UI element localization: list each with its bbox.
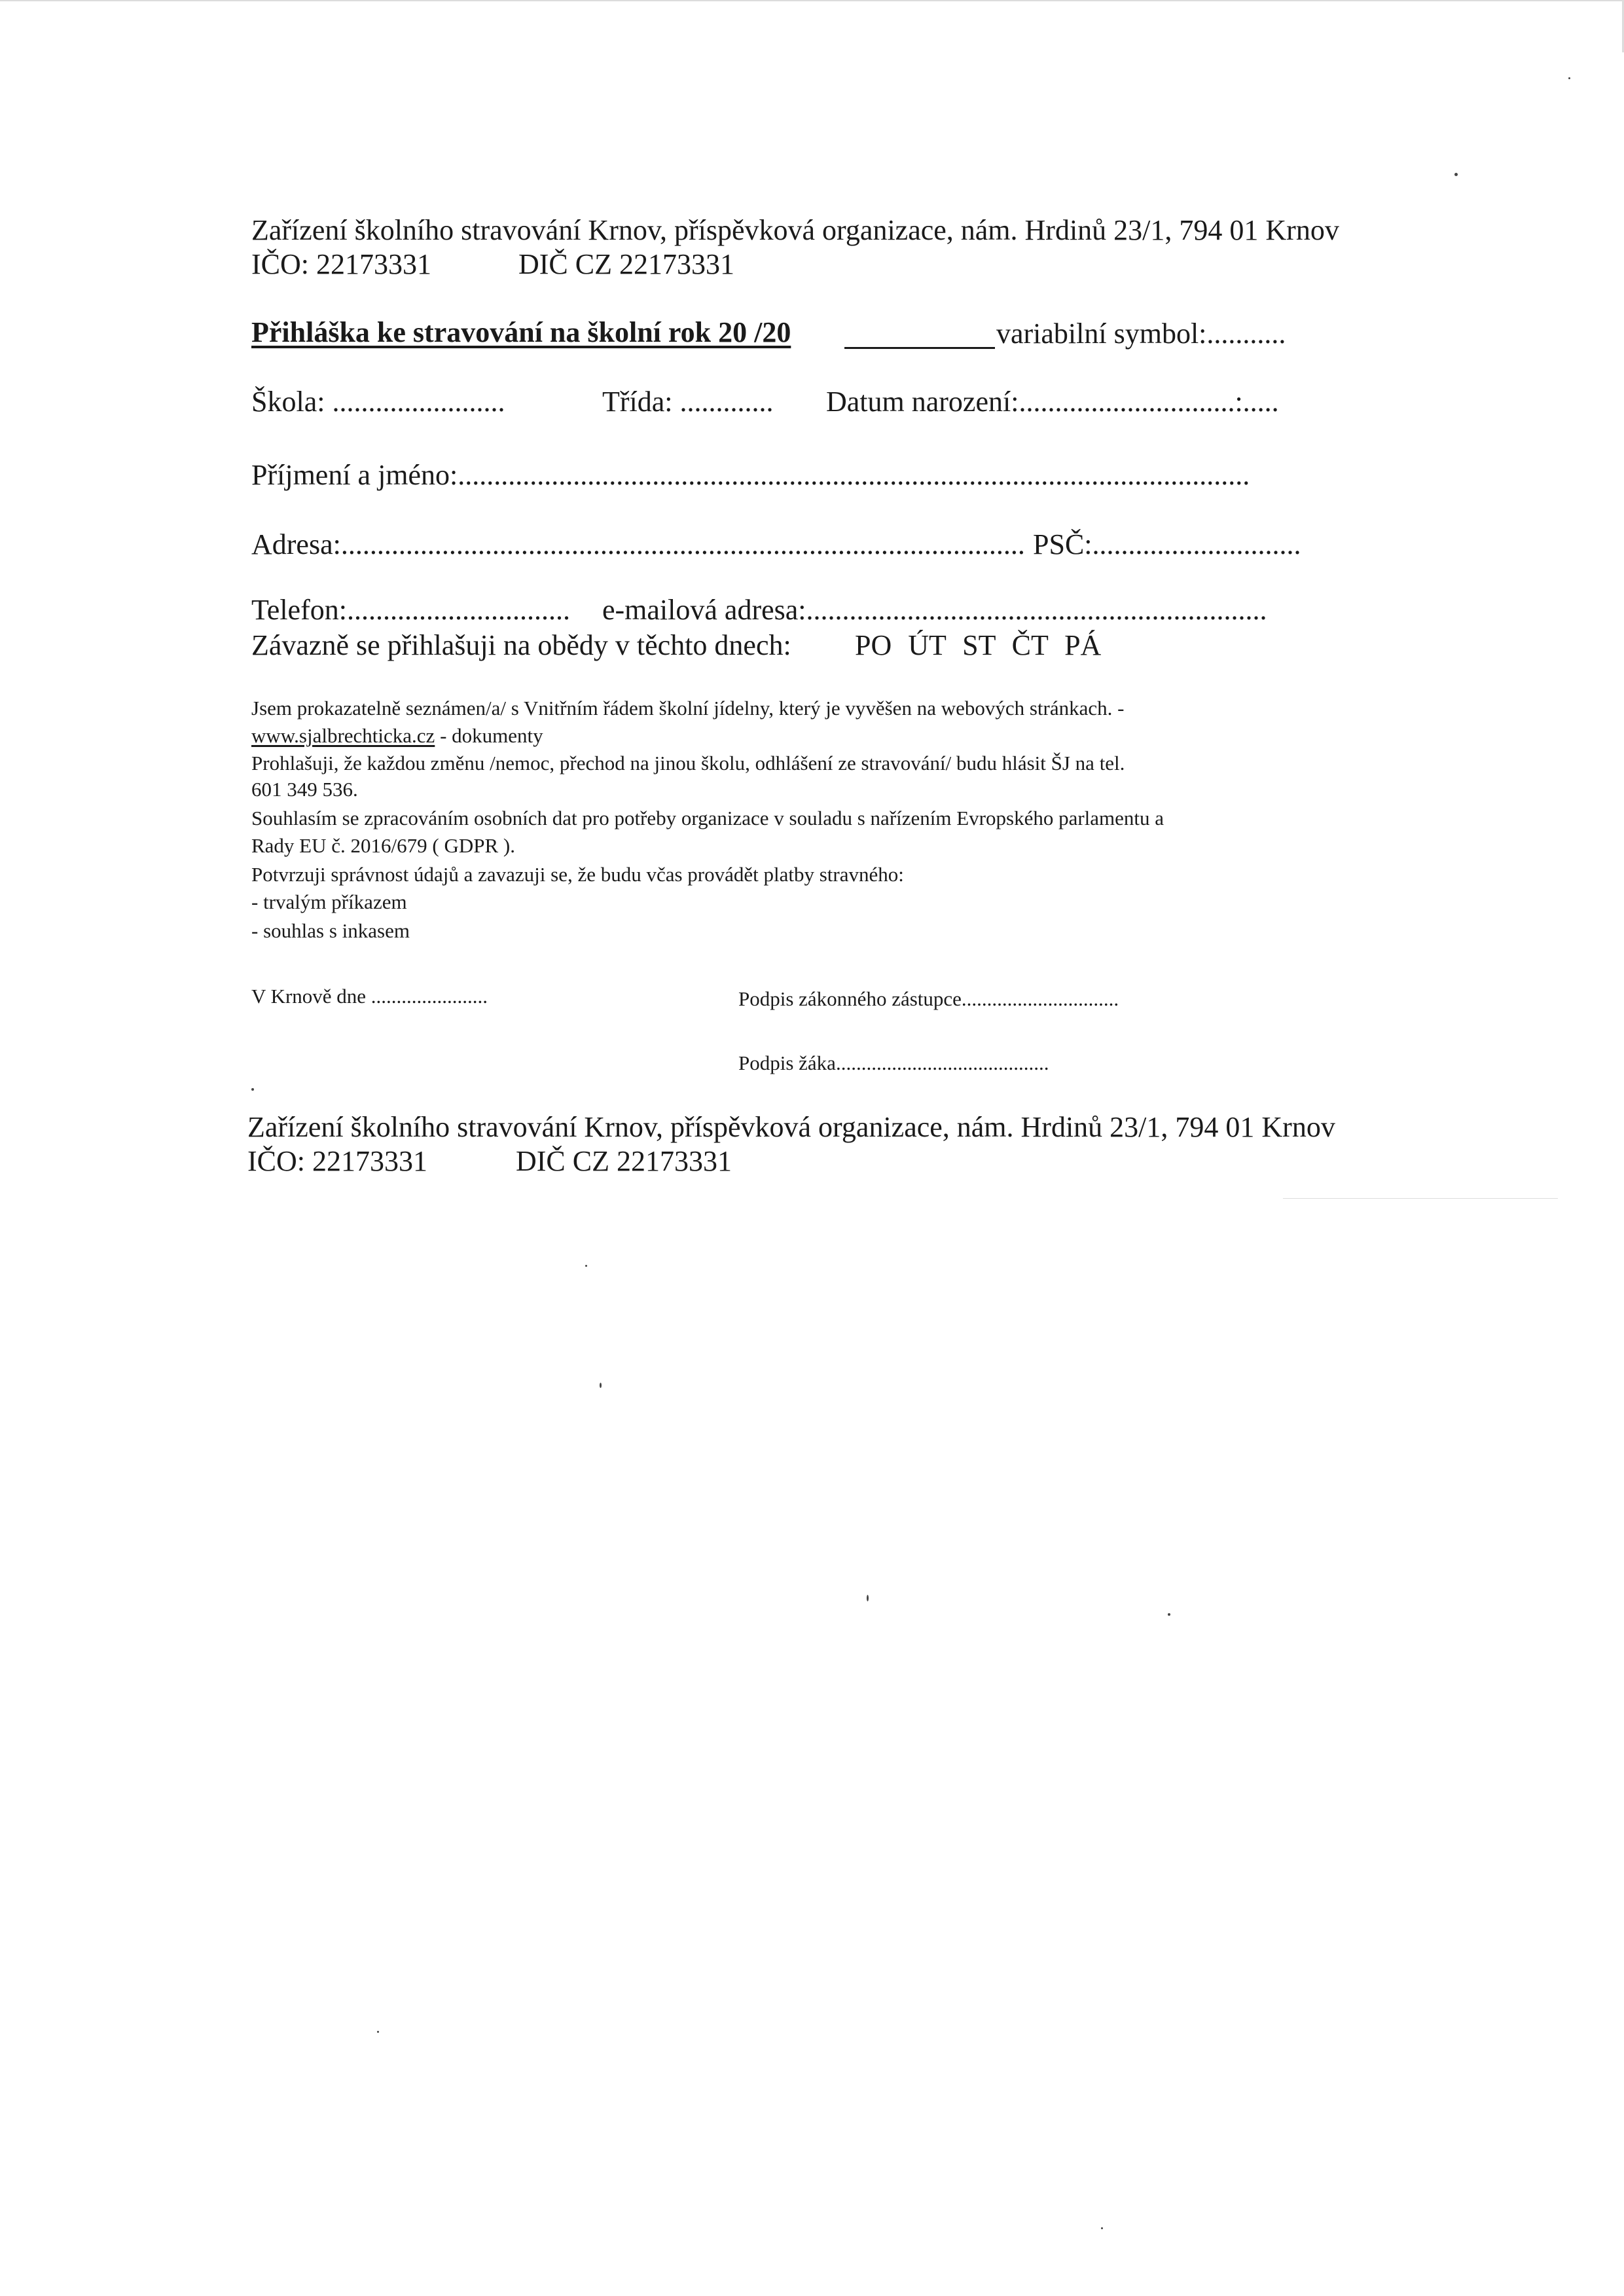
website-link[interactable]: www.sjalbrechticka.cz	[251, 724, 435, 747]
postal-code-field[interactable]: PSČ:.............................	[1033, 528, 1301, 560]
header-dic: DIČ CZ 22173331	[518, 248, 734, 280]
scan-speck	[1454, 173, 1458, 176]
scan-edge-top	[0, 0, 1624, 1]
name-field[interactable]: Příjmení a jméno:..............................................................................................................	[251, 459, 1250, 491]
footer-org-line: Zařízení školního stravování Krnov, příspěvková organizace, nám. Hrdinů 23/1, 794 01 Krnov	[247, 1111, 1335, 1143]
school-field[interactable]: Škola: ........................	[251, 386, 505, 418]
declaration-link-line	[251, 724, 543, 748]
footer-dic: DIČ CZ 22173331	[516, 1145, 732, 1177]
declaration-gdpr: Souhlasím se zpracováním osobních dat pro potřeby organizace v souladu s nařízením Evropského parlamentu a	[251, 807, 1164, 829]
scan-speck	[1568, 77, 1570, 79]
declaration-gdpr-ref: Rady EU č. 2016/679 ( GDPR ).	[251, 834, 515, 857]
address-field[interactable]: Adresa:...............................................................................................	[251, 528, 1025, 560]
declaration-changes: Prohlašuji, že každou změnu /nemoc, přechod na jinou školu, odhlášení ze stravování/ budu hlásit ŠJ na tel.	[251, 752, 1125, 774]
header-org-line: Zařízení školního stravování Krnov, příspěvková organizace, nám. Hrdinů 23/1, 794 01 Krnov	[251, 214, 1339, 246]
birth-date-field[interactable]: Datum narození:..............................:.....	[826, 386, 1279, 418]
payment-option-direct-debit: - souhlas s inkasem	[251, 919, 410, 942]
declaration-rules: Jsem prokazatelně seznámen/a/ s Vnitřním řádem školní jídelny, který je vyvěšen na webových stránkach. -	[251, 697, 1125, 720]
scan-speck	[251, 1088, 254, 1091]
form-title: Přihláška ke stravování na školní rok 20 /20	[251, 316, 791, 348]
scan-faint-rule	[1283, 1198, 1558, 1199]
payment-option-standing-order: - trvalým příkazem	[251, 890, 407, 913]
scan-speck	[1101, 2227, 1103, 2229]
phone-field[interactable]: Telefon:...............................	[251, 594, 570, 626]
place-date-field[interactable]: V Krnově dne .......................	[251, 985, 488, 1008]
class-field[interactable]: Třída: .............	[602, 386, 774, 418]
link-suffix: - dokumenty	[435, 724, 543, 747]
pupil-signature-field[interactable]: Podpis žáka..........................................	[738, 1051, 1049, 1074]
guardian-signature-field[interactable]: Podpis zákonného zástupce...............................	[738, 987, 1119, 1010]
header-ico: IČO: 22173331	[251, 248, 431, 280]
days-intro: Závazně se přihlašuji na obědy v těchto dnech:	[251, 629, 791, 661]
declaration-payment: Potvrzuji správnost údajů a zavazuji se, že budu včas provádět platby stravného:	[251, 863, 904, 886]
scan-speck	[1168, 1613, 1170, 1616]
declaration-phone: 601 349 536.	[251, 778, 358, 801]
variable-symbol-field[interactable]: variabilní symbol:...........	[996, 318, 1286, 350]
days-selection[interactable]: PO ÚT ST ČT PÁ	[855, 629, 1102, 661]
email-field[interactable]: e-mailová adresa:................................................................	[602, 594, 1267, 626]
scan-speck	[585, 1265, 587, 1267]
scan-speck	[377, 2031, 379, 2033]
scan-speck	[600, 1383, 602, 1388]
title-underline	[844, 347, 995, 349]
scan-speck	[867, 1595, 869, 1601]
footer-ico: IČO: 22173331	[247, 1145, 427, 1177]
